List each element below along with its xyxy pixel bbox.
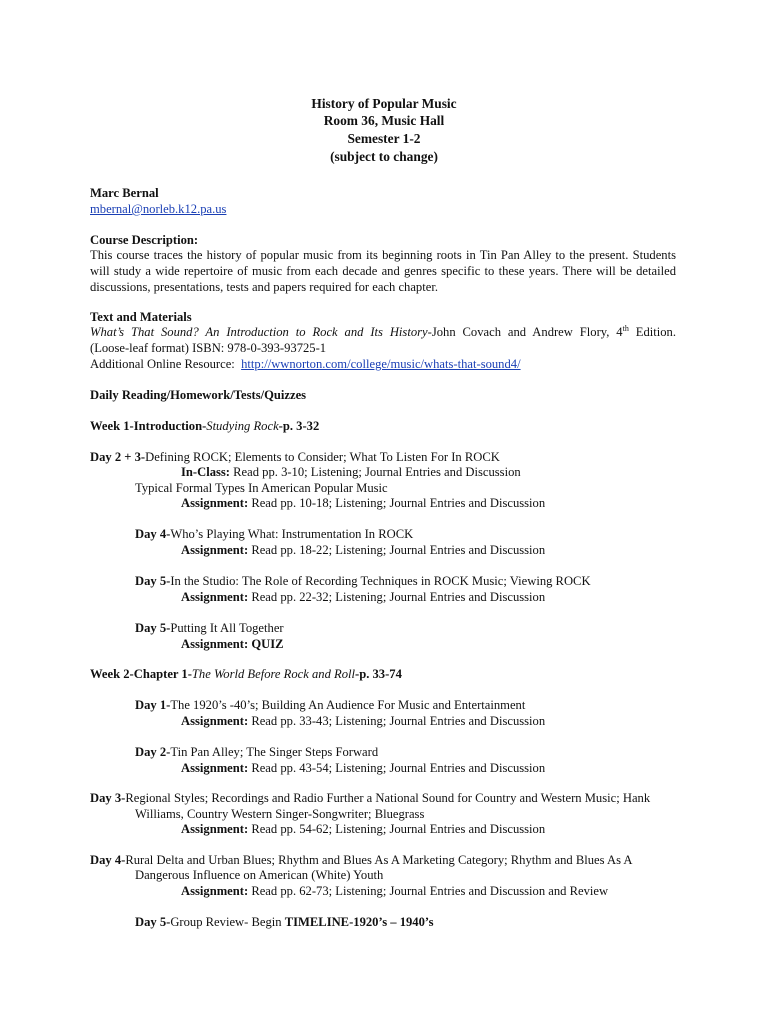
online-resource-label: Additional Online Resource: [90, 357, 242, 371]
day-label: Day 2 + 3- [90, 450, 146, 464]
materials-book [90, 325, 676, 340]
course-room: Room 36, Music Hall [323, 113, 445, 128]
day-label: Day 5- [135, 574, 171, 588]
week-1-day-4 [135, 527, 413, 542]
book-authors: -John Covach and Andrew Flory, 4 [427, 325, 623, 339]
assignment-text: Read pp. 43-54; Listening; Journal Entries and Discussion [248, 761, 546, 775]
week-2-day-1-assignment [181, 714, 545, 729]
day-topic: Defining ROCK; Elements to Consider; What To Listen For In ROCK [145, 450, 500, 464]
course-description-heading: Course Description: [90, 233, 199, 247]
day-label: Day 5- [135, 915, 171, 929]
day-topic: In the Studio: The Role of Recording Techniques in ROCK Music; Viewing ROCK [170, 574, 591, 588]
week-2-day-3 [90, 791, 650, 806]
course-description-line: discussions, presentations, tests and papers required for each chapter. [90, 280, 438, 294]
course-description-line: This course traces the history of popular music from its beginning roots in Tin Pan Alley to the present. Students [90, 248, 676, 262]
week-1-inclass [181, 465, 521, 480]
assignment-text: Read pp. 10-18; Listening; Journal Entries and Discussion [248, 496, 546, 510]
day-label: Day 3- [90, 791, 126, 805]
week-title: The World Before Rock and Roll [191, 667, 356, 681]
week-1-day-2-3-extra: Typical Formal Types In American Popular Music [135, 481, 388, 495]
assignment-label: Assignment: [181, 884, 249, 898]
day-topic: Tin Pan Alley; The Singer Steps Forward [170, 745, 379, 759]
day-topic: Putting It All Together [170, 621, 284, 635]
course-semester: Semester 1-2 [347, 131, 421, 146]
assignment-text: Read pp. 54-62; Listening; Journal Entries and Discussion [248, 822, 546, 836]
week-2-day-2 [135, 745, 378, 760]
assignment-text: QUIZ [248, 637, 284, 651]
day-label: Day 4- [90, 853, 126, 867]
week-2-day-1 [135, 698, 525, 713]
assignment-label: Assignment: [181, 637, 249, 651]
week-label: Week 2-Chapter 1- [90, 667, 192, 681]
online-resource-link[interactable]: http://wwnorton.com/college/music/whats-that-sound4/ [241, 357, 521, 371]
assignment-text: Read pp. 18-22; Listening; Journal Entries and Discussion [248, 543, 546, 557]
day-label: Day 2- [135, 745, 171, 759]
book-edition: Edition. [628, 325, 676, 339]
week-2-heading [90, 667, 402, 682]
assignment-label: Assignment: [181, 496, 249, 510]
instructor-name: Marc Bernal [90, 186, 159, 200]
assignment-label: Assignment: [181, 761, 249, 775]
week-1-day-5-review [135, 621, 284, 636]
day-topic: Who’s Playing What: Instrumentation In ROCK [170, 527, 414, 541]
week-1-heading [90, 419, 319, 434]
day-label: Day 5- [135, 621, 171, 635]
book-title: What’s That Sound? An Introduction to Rock and Its History [90, 325, 428, 339]
week-2-day-4 [90, 853, 633, 868]
week-1-day-5-studio-assignment [181, 590, 545, 605]
assignment-label: Assignment: [181, 543, 249, 557]
materials-heading: Text and Materials [90, 310, 192, 324]
assignment-label: Assignment: [181, 590, 249, 604]
day-topic: The 1920’s -40’s; Building An Audience For Music and Entertainment [170, 698, 526, 712]
week-2-day-4-continued: Dangerous Influence on American (White) Youth [135, 868, 384, 882]
week-2-day-2-assignment [181, 761, 545, 776]
week-1-day-4-assignment [181, 543, 545, 558]
assignment-label: Assignment: [181, 714, 249, 728]
day-topic: Group Review- Begin [170, 915, 285, 929]
schedule-heading: Daily Reading/Homework/Tests/Quizzes [90, 388, 307, 402]
week-pages: -p. 33-74 [355, 667, 402, 681]
day-label: Day 4- [135, 527, 171, 541]
week-label: Week 1-Introduction- [90, 419, 207, 433]
assignment-label: Assignment: [181, 822, 249, 836]
edition-sup: th [622, 323, 629, 333]
week-1-day-2-3 [90, 450, 500, 465]
materials-online [90, 357, 521, 372]
week-1-day-2-3-assignment [181, 496, 545, 511]
week-2-day-4-assignment [181, 884, 608, 899]
week-pages: -p. 3-32 [278, 419, 320, 433]
course-description-line: will study a wide repertoire of music from each decade and genres specific to these years. There will be detailed [90, 264, 676, 278]
course-change-note: (subject to change) [330, 149, 438, 164]
assignment-text: Read pp. 22-32; Listening; Journal Entries and Discussion [248, 590, 546, 604]
instructor-email-link[interactable]: mbernal@norleb.k12.pa.us [90, 202, 227, 216]
week-1-day-5-quiz [181, 637, 284, 652]
day-topic: Regional Styles; Recordings and Radio Further a National Sound for Country and Western Music; Hank [125, 791, 651, 805]
week-2-day-5 [135, 915, 434, 930]
week-1-day-5-studio [135, 574, 591, 589]
week-title: Studying Rock [206, 419, 279, 433]
day-label: Day 1- [135, 698, 171, 712]
assignment-text: Read pp. 62-73; Listening; Journal Entries and Discussion and Review [248, 884, 609, 898]
day-topic: Rural Delta and Urban Blues; Rhythm and Blues As A Marketing Category; Rhythm and Blues As A [125, 853, 633, 867]
timeline-label: TIMELINE-1920’s – 1940’s [284, 915, 434, 929]
materials-isbn: (Loose-leaf format) ISBN: 978-0-393-93725-1 [90, 341, 327, 355]
week-2-day-3-continued: Williams, Country Western Singer-Songwriter; Bluegrass [135, 807, 425, 821]
assignment-text: Read pp. 33-43; Listening; Journal Entries and Discussion [248, 714, 546, 728]
inclass-label: In-Class: [181, 465, 230, 479]
course-title: History of Popular Music [311, 96, 457, 111]
week-2-day-3-assignment [181, 822, 545, 837]
inclass-text: Read pp. 3-10; Listening; Journal Entries and Discussion [230, 465, 521, 479]
instructor-email[interactable] [90, 202, 226, 217]
